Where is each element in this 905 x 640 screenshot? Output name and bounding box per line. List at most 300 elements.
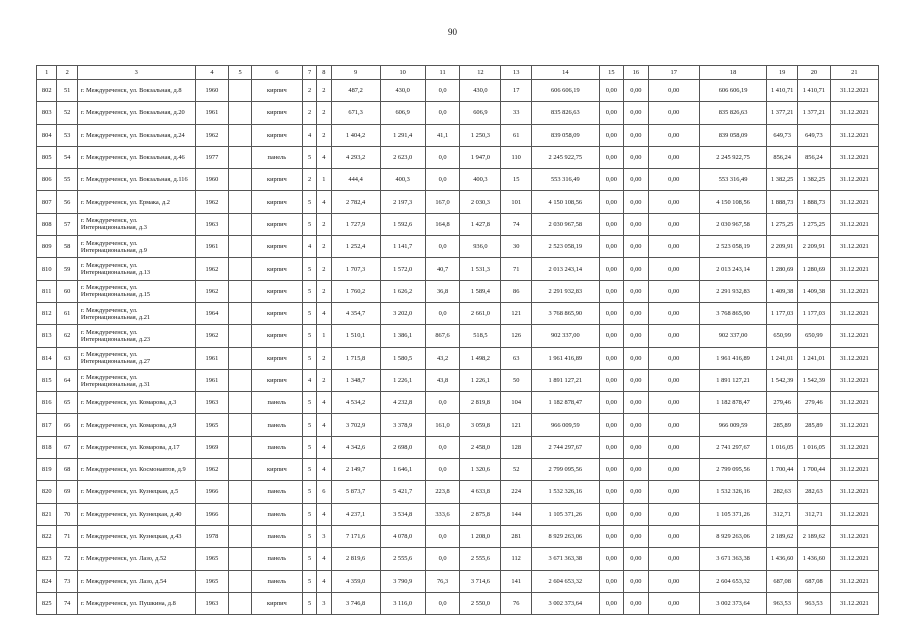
page-number: 90	[448, 27, 457, 37]
table-cell-col-11: 43,8	[425, 369, 460, 391]
table-cell-col-12: 4 633,8	[460, 481, 501, 503]
table-cell-col-12: 1 947,0	[460, 146, 501, 168]
table-cell-col-18: 2 013 243,14	[699, 258, 767, 280]
table-cell-col-17: 0,00	[648, 369, 699, 391]
table-cell-col-2: 54	[57, 146, 77, 168]
table-cell-col-6: кирпич	[251, 191, 302, 213]
table-row	[37, 392, 879, 414]
table-cell-col-19: 1 542,39	[767, 369, 798, 391]
table-cell-col-19: 963,53	[767, 592, 798, 614]
table-cell-col-14: 553 316,49	[532, 169, 600, 191]
table-cell-col-13: 61	[501, 124, 532, 146]
table-cell-col-17: 0,00	[648, 570, 699, 592]
table-cell-col-15: 0,00	[599, 570, 624, 592]
table-row	[37, 258, 879, 280]
table-cell-col-13: 52	[501, 459, 532, 481]
table-cell-col-7: 5	[302, 436, 316, 458]
table-cell-col-9: 1 510,1	[331, 325, 380, 347]
table-cell-col-21: 31.12.2021	[830, 436, 878, 458]
table-cell-col-17: 0,00	[648, 525, 699, 547]
table-cell-col-14: 1 891 127,21	[532, 369, 600, 391]
table-cell-col-7: 5	[302, 525, 316, 547]
table-cell-col-3: г. Междуреченск, ул. Интернациональная, д.13	[77, 258, 195, 280]
table-cell-col-3: г. Междуреченск, ул. Комарова, д.9	[77, 414, 195, 436]
table-cell-col-2: 72	[57, 548, 77, 570]
table-cell-col-1: 815	[37, 369, 57, 391]
table-cell-col-16: 0,00	[624, 525, 649, 547]
table-cell-col-3: г. Междуреченск, ул. Интернациональная, д.9	[77, 236, 195, 258]
column-header-2: 2	[57, 66, 77, 80]
table-cell-col-3: г. Междуреченск, ул. Интернациональная, д.27	[77, 347, 195, 369]
table-cell-col-1: 823	[37, 548, 57, 570]
table-cell-col-5	[229, 459, 252, 481]
table-cell-col-5	[229, 369, 252, 391]
table-cell-col-7: 2	[302, 80, 316, 102]
table-row	[37, 236, 879, 258]
table-cell-col-17: 0,00	[648, 80, 699, 102]
table-cell-col-13: 104	[501, 392, 532, 414]
table-cell-col-8: 2	[317, 213, 331, 235]
table-cell-col-4: 1960	[195, 169, 229, 191]
table-cell-col-10: 1 572,0	[380, 258, 425, 280]
table-cell-col-14: 839 058,09	[532, 124, 600, 146]
table-cell-col-5	[229, 325, 252, 347]
table-row	[37, 191, 879, 213]
table-cell-col-11: 0,0	[425, 80, 460, 102]
table-cell-col-19: 1 436,60	[767, 548, 798, 570]
table-cell-col-20: 1 409,38	[798, 280, 831, 302]
table-cell-col-13: 17	[501, 80, 532, 102]
table-cell-col-4: 1962	[195, 191, 229, 213]
table-cell-col-9: 4 293,2	[331, 146, 380, 168]
table-cell-col-2: 60	[57, 280, 77, 302]
table-cell-col-13: 224	[501, 481, 532, 503]
column-header-4: 4	[195, 66, 229, 80]
column-header-21: 21	[830, 66, 878, 80]
table-cell-col-13: 141	[501, 570, 532, 592]
table-row	[37, 80, 879, 102]
table-cell-col-9: 1 348,7	[331, 369, 380, 391]
table-cell-col-19: 285,89	[767, 414, 798, 436]
table-cell-col-10: 606,9	[380, 102, 425, 124]
table-cell-col-16: 0,00	[624, 146, 649, 168]
table-cell-col-15: 0,00	[599, 459, 624, 481]
table-cell-col-20: 1 410,71	[798, 80, 831, 102]
table-cell-col-7: 2	[302, 169, 316, 191]
table-cell-col-11: 867,6	[425, 325, 460, 347]
table-cell-col-13: 30	[501, 236, 532, 258]
column-header-11: 11	[425, 66, 460, 80]
table-cell-col-19: 1 410,71	[767, 80, 798, 102]
table-cell-col-21: 31.12.2021	[830, 102, 878, 124]
table-cell-col-19: 1 275,25	[767, 213, 798, 235]
table-cell-col-5	[229, 548, 252, 570]
table-cell-col-5	[229, 481, 252, 503]
table-cell-col-2: 68	[57, 459, 77, 481]
table-cell-col-20: 312,71	[798, 503, 831, 525]
table-cell-col-17: 0,00	[648, 347, 699, 369]
table-cell-col-12: 1 208,0	[460, 525, 501, 547]
table-cell-col-14: 902 337,00	[532, 325, 600, 347]
table-cell-col-14: 2 744 297,67	[532, 436, 600, 458]
table-cell-col-8: 4	[317, 392, 331, 414]
table-cell-col-6: кирпич	[251, 325, 302, 347]
table-cell-col-4: 1963	[195, 392, 229, 414]
table-cell-col-10: 1 386,1	[380, 325, 425, 347]
table-cell-col-4: 1977	[195, 146, 229, 168]
table-cell-col-9: 4 354,7	[331, 302, 380, 324]
table-cell-col-1: 806	[37, 169, 57, 191]
table-cell-col-3: г. Междуреченск, ул. Пушкина, д.8	[77, 592, 195, 614]
table-row	[37, 369, 879, 391]
table-cell-col-16: 0,00	[624, 236, 649, 258]
table-cell-col-6: кирпич	[251, 592, 302, 614]
table-cell-col-9: 4 359,0	[331, 570, 380, 592]
table-cell-col-11: 76,3	[425, 570, 460, 592]
table-cell-col-13: 101	[501, 191, 532, 213]
table-cell-col-19: 312,71	[767, 503, 798, 525]
table-row	[37, 102, 879, 124]
table-cell-col-11: 167,0	[425, 191, 460, 213]
table-cell-col-5	[229, 213, 252, 235]
table-cell-col-19: 1 700,44	[767, 459, 798, 481]
table-cell-col-6: панель	[251, 392, 302, 414]
table-cell-col-17: 0,00	[648, 102, 699, 124]
table-row	[37, 570, 879, 592]
table-cell-col-7: 5	[302, 280, 316, 302]
table-cell-col-16: 0,00	[624, 459, 649, 481]
table-cell-col-11: 0,0	[425, 102, 460, 124]
table-cell-col-21: 31.12.2021	[830, 213, 878, 235]
table-cell-col-10: 2 197,3	[380, 191, 425, 213]
table-cell-col-19: 2 209,91	[767, 236, 798, 258]
table-cell-col-1: 803	[37, 102, 57, 124]
table-cell-col-11: 333,6	[425, 503, 460, 525]
table-cell-col-18: 839 058,09	[699, 124, 767, 146]
table-cell-col-9: 4 534,2	[331, 392, 380, 414]
table-cell-col-3: г. Междуреченск, ул. Кузнецкая, д.43	[77, 525, 195, 547]
table-cell-col-10: 3 202,0	[380, 302, 425, 324]
table-cell-col-20: 285,89	[798, 414, 831, 436]
table-cell-col-5	[229, 102, 252, 124]
table-cell-col-17: 0,00	[648, 459, 699, 481]
table-cell-col-19: 282,63	[767, 481, 798, 503]
table-cell-col-12: 518,5	[460, 325, 501, 347]
table-cell-col-13: 110	[501, 146, 532, 168]
table-cell-col-21: 31.12.2021	[830, 236, 878, 258]
table-cell-col-7: 2	[302, 102, 316, 124]
table-cell-col-12: 1 250,3	[460, 124, 501, 146]
column-header-1: 1	[37, 66, 57, 80]
table-cell-col-7: 5	[302, 258, 316, 280]
table-cell-col-17: 0,00	[648, 169, 699, 191]
table-cell-col-11: 0,0	[425, 592, 460, 614]
table-cell-col-16: 0,00	[624, 169, 649, 191]
table-cell-col-12: 1 531,3	[460, 258, 501, 280]
table-cell-col-18: 902 337,00	[699, 325, 767, 347]
table-cell-col-18: 2 245 922,75	[699, 146, 767, 168]
column-header-3: 3	[77, 66, 195, 80]
table-cell-col-11: 43,2	[425, 347, 460, 369]
table-cell-col-15: 0,00	[599, 548, 624, 570]
table-cell-col-5	[229, 80, 252, 102]
table-cell-col-20: 1 280,69	[798, 258, 831, 280]
table-cell-col-16: 0,00	[624, 592, 649, 614]
table-cell-col-21: 31.12.2021	[830, 302, 878, 324]
table-cell-col-2: 66	[57, 414, 77, 436]
table-cell-col-9: 1 727,9	[331, 213, 380, 235]
table-cell-col-1: 807	[37, 191, 57, 213]
column-header-14: 14	[532, 66, 600, 80]
table-cell-col-1: 810	[37, 258, 57, 280]
table-cell-col-4: 1966	[195, 503, 229, 525]
table-cell-col-13: 112	[501, 548, 532, 570]
table-row	[37, 481, 879, 503]
table-cell-col-9: 671,3	[331, 102, 380, 124]
table-cell-col-5	[229, 124, 252, 146]
table-row	[37, 459, 879, 481]
table-cell-col-21: 31.12.2021	[830, 169, 878, 191]
table-cell-col-7: 5	[302, 503, 316, 525]
table-cell-col-12: 2 819,8	[460, 392, 501, 414]
table-cell-col-14: 2 604 653,32	[532, 570, 600, 592]
table-cell-col-17: 0,00	[648, 302, 699, 324]
table-cell-col-21: 31.12.2021	[830, 347, 878, 369]
table-cell-col-3: г. Междуреченск, ул. Комарова, д.17	[77, 436, 195, 458]
table-cell-col-15: 0,00	[599, 592, 624, 614]
table-cell-col-1: 812	[37, 302, 57, 324]
table-cell-col-17: 0,00	[648, 236, 699, 258]
table-row	[37, 146, 879, 168]
table-cell-col-6: кирпич	[251, 80, 302, 102]
table-row	[37, 280, 879, 302]
table-row	[37, 525, 879, 547]
table-cell-col-1: 808	[37, 213, 57, 235]
table-cell-col-2: 73	[57, 570, 77, 592]
column-header-10: 10	[380, 66, 425, 80]
table-cell-col-16: 0,00	[624, 325, 649, 347]
table-cell-col-10: 4 078,0	[380, 525, 425, 547]
table-cell-col-7: 5	[302, 213, 316, 235]
table-cell-col-18: 553 316,49	[699, 169, 767, 191]
table-cell-col-18: 3 002 373,64	[699, 592, 767, 614]
table-cell-col-13: 281	[501, 525, 532, 547]
table-cell-col-9: 2 149,7	[331, 459, 380, 481]
table-cell-col-1: 809	[37, 236, 57, 258]
table-cell-col-9: 1 252,4	[331, 236, 380, 258]
table-cell-col-14: 4 150 108,56	[532, 191, 600, 213]
table-cell-col-20: 2 209,91	[798, 236, 831, 258]
table-cell-col-12: 1 320,6	[460, 459, 501, 481]
table-cell-col-16: 0,00	[624, 124, 649, 146]
table-cell-col-4: 1966	[195, 481, 229, 503]
table-cell-col-7: 5	[302, 302, 316, 324]
table-cell-col-20: 687,08	[798, 570, 831, 592]
table-cell-col-3: г. Междуреченск, ул. Ермака, д.2	[77, 191, 195, 213]
column-header-17: 17	[648, 66, 699, 80]
table-cell-col-1: 802	[37, 80, 57, 102]
table-cell-col-16: 0,00	[624, 436, 649, 458]
column-header-15: 15	[599, 66, 624, 80]
table-cell-col-10: 1 141,7	[380, 236, 425, 258]
table-cell-col-2: 59	[57, 258, 77, 280]
table-cell-col-12: 1 498,2	[460, 347, 501, 369]
table-cell-col-13: 128	[501, 436, 532, 458]
table-cell-col-17: 0,00	[648, 258, 699, 280]
table-cell-col-17: 0,00	[648, 414, 699, 436]
table-cell-col-2: 55	[57, 169, 77, 191]
table-cell-col-11: 161,0	[425, 414, 460, 436]
table-cell-col-16: 0,00	[624, 392, 649, 414]
table-cell-col-10: 2 555,6	[380, 548, 425, 570]
table-cell-col-18: 606 606,19	[699, 80, 767, 102]
table-cell-col-21: 31.12.2021	[830, 325, 878, 347]
table-cell-col-7: 5	[302, 325, 316, 347]
table-cell-col-11: 0,0	[425, 302, 460, 324]
table-cell-col-16: 0,00	[624, 213, 649, 235]
table-cell-col-3: г. Междуреченск, ул. Вокзальная, д.8	[77, 80, 195, 102]
table-cell-col-6: панель	[251, 436, 302, 458]
table-cell-col-21: 31.12.2021	[830, 481, 878, 503]
table-cell-col-20: 963,53	[798, 592, 831, 614]
table-cell-col-17: 0,00	[648, 436, 699, 458]
table-cell-col-14: 3 768 865,90	[532, 302, 600, 324]
table-cell-col-15: 0,00	[599, 325, 624, 347]
table-cell-col-20: 1 436,60	[798, 548, 831, 570]
column-header-9: 9	[331, 66, 380, 80]
table-cell-col-4: 1962	[195, 258, 229, 280]
table-cell-col-1: 822	[37, 525, 57, 547]
table-cell-col-12: 1 226,1	[460, 369, 501, 391]
table-cell-col-19: 1 016,05	[767, 436, 798, 458]
table-cell-col-10: 1 646,1	[380, 459, 425, 481]
table-cell-col-16: 0,00	[624, 191, 649, 213]
table-cell-col-13: 121	[501, 302, 532, 324]
table-cell-col-6: кирпич	[251, 124, 302, 146]
table-cell-col-10: 1 592,6	[380, 213, 425, 235]
column-header-12: 12	[460, 66, 501, 80]
table-cell-col-1: 813	[37, 325, 57, 347]
table-cell-col-15: 0,00	[599, 392, 624, 414]
column-header-19: 19	[767, 66, 798, 80]
table-cell-col-10: 3 790,9	[380, 570, 425, 592]
header-row	[37, 66, 879, 80]
table-cell-col-15: 0,00	[599, 481, 624, 503]
table-cell-col-18: 1 182 878,47	[699, 392, 767, 414]
table-cell-col-11: 41,1	[425, 124, 460, 146]
table-cell-col-19: 1 382,25	[767, 169, 798, 191]
table-cell-col-20: 279,46	[798, 392, 831, 414]
table-cell-col-8: 4	[317, 146, 331, 168]
table-cell-col-19: 279,46	[767, 392, 798, 414]
table-cell-col-14: 3 671 363,38	[532, 548, 600, 570]
table-cell-col-20: 282,63	[798, 481, 831, 503]
table-cell-col-7: 5	[302, 459, 316, 481]
table-cell-col-7: 5	[302, 347, 316, 369]
table-cell-col-7: 4	[302, 124, 316, 146]
table-cell-col-3: г. Междуреченск, ул. Вокзальная, д.24	[77, 124, 195, 146]
table-cell-col-5	[229, 280, 252, 302]
table-cell-col-18: 1 961 416,89	[699, 347, 767, 369]
table-cell-col-8: 2	[317, 347, 331, 369]
table-cell-col-8: 2	[317, 258, 331, 280]
table-cell-col-8: 2	[317, 80, 331, 102]
table-cell-col-5	[229, 503, 252, 525]
table-cell-col-6: панель	[251, 525, 302, 547]
table-cell-col-7: 5	[302, 570, 316, 592]
table-cell-col-19: 1 241,01	[767, 347, 798, 369]
table-cell-col-20: 1 177,03	[798, 302, 831, 324]
table-cell-col-6: панель	[251, 481, 302, 503]
table-cell-col-17: 0,00	[648, 124, 699, 146]
table-cell-col-12: 3 059,8	[460, 414, 501, 436]
table-cell-col-5	[229, 347, 252, 369]
table-cell-col-17: 0,00	[648, 503, 699, 525]
table-cell-col-13: 50	[501, 369, 532, 391]
table-cell-col-19: 1 377,21	[767, 102, 798, 124]
column-header-13: 13	[501, 66, 532, 80]
table-cell-col-2: 64	[57, 369, 77, 391]
table-cell-col-15: 0,00	[599, 213, 624, 235]
table-cell-col-10: 2 623,0	[380, 146, 425, 168]
table-cell-col-9: 487,2	[331, 80, 380, 102]
table-cell-col-8: 4	[317, 548, 331, 570]
table-cell-col-17: 0,00	[648, 392, 699, 414]
table-cell-col-13: 33	[501, 102, 532, 124]
table-cell-col-5	[229, 169, 252, 191]
table-cell-col-15: 0,00	[599, 369, 624, 391]
table-cell-col-14: 2 245 922,75	[532, 146, 600, 168]
table-cell-col-8: 4	[317, 414, 331, 436]
table-row	[37, 592, 879, 614]
table-cell-col-4: 1961	[195, 347, 229, 369]
table-cell-col-6: кирпич	[251, 369, 302, 391]
table-cell-col-10: 1 226,1	[380, 369, 425, 391]
table-cell-col-3: г. Междуреченск, ул. Кузнецкая, д.5	[77, 481, 195, 503]
table-cell-col-4: 1978	[195, 525, 229, 547]
table-cell-col-2: 65	[57, 392, 77, 414]
table-cell-col-15: 0,00	[599, 258, 624, 280]
table-cell-col-17: 0,00	[648, 548, 699, 570]
table-cell-col-16: 0,00	[624, 414, 649, 436]
table-row	[37, 503, 879, 525]
table-cell-col-14: 2 013 243,14	[532, 258, 600, 280]
table-cell-col-14: 2 523 058,19	[532, 236, 600, 258]
table-cell-col-3: г. Междуреченск, ул. Лазо, д.52	[77, 548, 195, 570]
table-cell-col-8: 4	[317, 503, 331, 525]
table-cell-col-18: 4 150 108,56	[699, 191, 767, 213]
table-cell-col-10: 3 378,9	[380, 414, 425, 436]
table-cell-col-16: 0,00	[624, 280, 649, 302]
table-cell-col-10: 4 232,8	[380, 392, 425, 414]
table-cell-col-13: 15	[501, 169, 532, 191]
table-cell-col-2: 74	[57, 592, 77, 614]
table-cell-col-9: 2 819,6	[331, 548, 380, 570]
table-cell-col-12: 3 714,6	[460, 570, 501, 592]
table-cell-col-18: 1 532 326,16	[699, 481, 767, 503]
table-cell-col-17: 0,00	[648, 191, 699, 213]
table-cell-col-18: 3 671 363,38	[699, 548, 767, 570]
table-cell-col-15: 0,00	[599, 80, 624, 102]
table-cell-col-18: 2 799 095,56	[699, 459, 767, 481]
table-cell-col-18: 2 291 932,83	[699, 280, 767, 302]
table-cell-col-2: 56	[57, 191, 77, 213]
table-cell-col-17: 0,00	[648, 280, 699, 302]
table-cell-col-14: 3 002 373,64	[532, 592, 600, 614]
table-cell-col-1: 805	[37, 146, 57, 168]
table-cell-col-15: 0,00	[599, 102, 624, 124]
table-cell-col-4: 1965	[195, 570, 229, 592]
